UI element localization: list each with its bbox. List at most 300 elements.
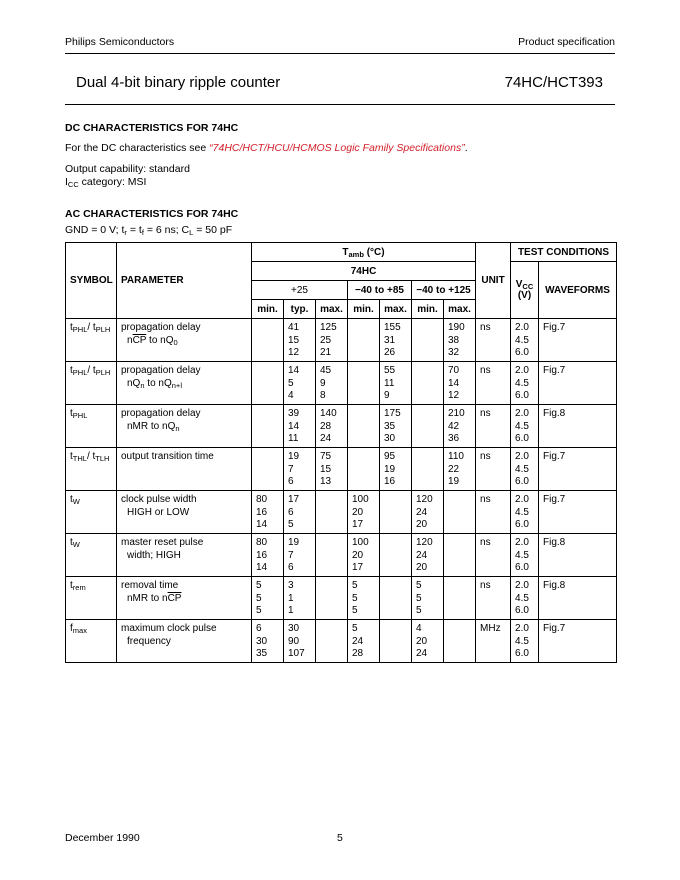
- parameter-text: frequency: [127, 635, 171, 647]
- range-125-header: −40 to +125: [412, 281, 476, 300]
- typ25-cell: [284, 319, 316, 362]
- parameter-text: width; HIGH: [127, 549, 181, 561]
- min25-value: 80: [256, 494, 268, 505]
- typ25-value: 30: [288, 623, 300, 634]
- unit-value: ns: [480, 408, 491, 419]
- typ25-value: 5: [288, 377, 294, 389]
- min125-value: 20: [416, 635, 428, 647]
- symbol-second-subscript: TLH: [95, 454, 110, 463]
- max85-cell: [380, 448, 412, 491]
- max25-cell: [316, 405, 348, 448]
- parameter-line-2: [121, 421, 180, 434]
- max85-value: 55: [384, 365, 396, 376]
- parameter-line-1: propagation delay: [121, 322, 201, 333]
- output-capability: Output capability: standard: [65, 163, 190, 175]
- min125-cell: [412, 448, 444, 491]
- min125-value: 120: [416, 537, 433, 548]
- vcc-cell: [511, 620, 539, 663]
- min125-value: 5: [416, 580, 422, 591]
- parameter-text-b: to nQ: [144, 377, 172, 389]
- max85-value: 26: [384, 347, 396, 359]
- ac-heading: AC CHARACTERISTICS FOR 74HC: [65, 208, 239, 220]
- min125-cell: [412, 319, 444, 362]
- vcc-value: 2.0: [515, 365, 529, 376]
- min25-cell: [252, 620, 284, 663]
- vcc-value: 2.0: [515, 494, 529, 505]
- vcc-value: 6.0: [515, 433, 529, 445]
- min85-value: 17: [352, 562, 364, 574]
- part-number: 74HC/HCT393: [504, 74, 603, 91]
- typ25-value: 39: [288, 408, 300, 419]
- max25-value: 125: [320, 322, 337, 333]
- cond-text-3: = 6 ns; C: [143, 224, 190, 236]
- symbol-main: t: [70, 494, 73, 505]
- max125-value: 12: [448, 390, 460, 402]
- unit-cell: [476, 620, 511, 663]
- table-body: [66, 319, 617, 663]
- parameter-line-1: propagation delay: [121, 408, 201, 419]
- max125-value: 14: [448, 377, 460, 389]
- min125-value: 20: [416, 562, 428, 574]
- icc-category-text: category: MSI: [78, 176, 147, 188]
- min25-value: 35: [256, 648, 268, 660]
- unit-cell: [476, 405, 511, 448]
- symbol-cell: [66, 448, 117, 491]
- parameter-line-1: propagation delay: [121, 365, 201, 376]
- document-type: Product specification: [518, 36, 615, 48]
- min85-value: 17: [352, 519, 364, 531]
- max25-value: 9: [320, 377, 326, 389]
- parameter-subscript: n: [175, 423, 180, 433]
- typ25-value: 14: [288, 365, 300, 376]
- max125-value: 32: [448, 347, 460, 359]
- max25-cell: [316, 577, 348, 620]
- vcc-value: 2.0: [515, 322, 529, 333]
- max-25-header: max.: [316, 300, 348, 319]
- typ25-value: 7: [288, 463, 294, 475]
- symbol-subscript: PHL: [72, 411, 88, 420]
- vcc-cell: [511, 319, 539, 362]
- range-85-header: −40 to +85: [348, 281, 412, 300]
- family-header: 74HC: [252, 262, 476, 281]
- cond-sub-2: f: [141, 228, 144, 237]
- max85-value: 9: [384, 390, 390, 402]
- max85-value: 19: [384, 463, 396, 475]
- dc-heading: DC CHARACTERISTICS FOR 74HC: [65, 122, 239, 134]
- max85-value: 11: [384, 377, 395, 389]
- parameter-cell: [117, 448, 252, 491]
- min125-value: 24: [416, 506, 428, 518]
- wave-value: Fig.7: [543, 494, 566, 505]
- max25-cell: [316, 620, 348, 663]
- symbol-cell: [66, 362, 117, 405]
- min85-value: 5: [352, 623, 358, 634]
- symbol-subscript: W: [72, 497, 80, 506]
- max85-cell: [380, 405, 412, 448]
- min85-cell: [348, 362, 380, 405]
- parameter-subscript: n+l: [171, 380, 182, 390]
- symbol-subscript: max: [72, 626, 87, 635]
- max25-cell: [316, 319, 348, 362]
- unit-value: ns: [480, 580, 491, 591]
- min25-value: 30: [256, 635, 268, 647]
- min125-cell: [412, 620, 444, 663]
- vcc-cell: [511, 577, 539, 620]
- typ25-cell: [284, 362, 316, 405]
- typ25-value: 6: [288, 506, 294, 518]
- typ25-value: 12: [288, 347, 300, 359]
- max125-cell: [444, 577, 476, 620]
- wave-cell: [539, 620, 617, 663]
- typ25-value: 41: [288, 322, 300, 333]
- max125-cell: [444, 534, 476, 577]
- symbol-second: / t: [87, 365, 96, 376]
- vcc-value: 6.0: [515, 648, 529, 660]
- wave-value: Fig.7: [543, 451, 566, 462]
- wave-value: Fig.8: [543, 580, 566, 591]
- icc-symbol: I: [65, 176, 68, 188]
- min125-cell: [412, 491, 444, 534]
- dc-reference: [65, 142, 468, 155]
- vcc-value: 2.0: [515, 580, 529, 591]
- min85-cell: [348, 405, 380, 448]
- min85-value: 24: [352, 635, 364, 647]
- unit-header: UNIT: [476, 243, 511, 319]
- min85-value: 100: [352, 494, 369, 505]
- parameter-line-2: [121, 636, 171, 649]
- typ25-value: 15: [288, 334, 300, 346]
- typ-25-header: typ.: [284, 300, 316, 319]
- symbol-subscript: rem: [72, 583, 86, 592]
- vcc-value: 2.0: [515, 537, 529, 548]
- max125-value: 38: [448, 334, 460, 346]
- table-row: [66, 577, 617, 620]
- typ25-value: 17: [288, 494, 300, 505]
- vcc-value: 2.0: [515, 451, 529, 462]
- header-rule: [65, 53, 615, 54]
- table-row: [66, 620, 617, 663]
- unit-cell: [476, 448, 511, 491]
- parameter-line-1: master reset pulse: [121, 537, 204, 548]
- max25-value: 15: [320, 463, 332, 475]
- dc-reference-suffix: .: [464, 142, 468, 154]
- min25-cell: [252, 491, 284, 534]
- table-row: [66, 362, 617, 405]
- table-row: [66, 448, 617, 491]
- vcc-value: 4.5: [515, 463, 529, 475]
- cond-text-2: = t: [126, 224, 142, 236]
- company-name: Philips Semiconductors: [65, 36, 175, 48]
- typ25-value: 7: [288, 549, 294, 561]
- min85-cell: [348, 577, 380, 620]
- max25-value: 24: [320, 433, 332, 445]
- symbol-subscript: W: [72, 540, 80, 549]
- wave-value: Fig.7: [543, 623, 566, 634]
- max-125-header: max.: [444, 300, 476, 319]
- symbol-main: t: [70, 322, 73, 333]
- parameter-cell: [117, 620, 252, 663]
- typ25-value: 107: [288, 648, 305, 660]
- table-row: [66, 491, 617, 534]
- vcc-cell: [511, 534, 539, 577]
- tamb-header: [252, 243, 476, 262]
- min85-cell: [348, 620, 380, 663]
- test-conditions-header: TEST CONDITIONS: [511, 243, 617, 262]
- max25-cell: [316, 362, 348, 405]
- max125-cell: [444, 620, 476, 663]
- ac-characteristics-table: [65, 242, 617, 663]
- parameter-overline: $\overline{CP}$: [167, 592, 182, 604]
- typ25-value: 6: [288, 476, 294, 488]
- parameter-line-1: maximum clock pulse: [121, 623, 217, 634]
- wave-cell: [539, 534, 617, 577]
- max125-cell: [444, 319, 476, 362]
- parameter-line-2: [121, 335, 178, 348]
- cond-text-1: GND = 0 V; t: [65, 224, 125, 236]
- symbol-cell: [66, 491, 117, 534]
- symbol-cell: [66, 620, 117, 663]
- symbol-cell: [66, 577, 117, 620]
- unit-cell: [476, 534, 511, 577]
- min25-value: 5: [256, 580, 262, 591]
- max25-value: 45: [320, 365, 332, 376]
- parameter-line-2: [121, 550, 181, 563]
- min25-cell: [252, 405, 284, 448]
- max85-value: 35: [384, 420, 396, 432]
- min85-cell: [348, 319, 380, 362]
- parameter-text: nQ: [127, 377, 141, 389]
- min85-value: 20: [352, 506, 364, 518]
- max25-cell: [316, 534, 348, 577]
- unit-cell: [476, 362, 511, 405]
- max125-value: 210: [448, 408, 465, 419]
- unit-value: ns: [480, 494, 491, 505]
- vcc-value: 4.5: [515, 420, 529, 432]
- table-row: [66, 534, 617, 577]
- max25-value: 28: [320, 420, 332, 432]
- typ25-value: 90: [288, 635, 300, 647]
- parameter-cell: [117, 491, 252, 534]
- max125-value: 110: [448, 451, 464, 462]
- page-number: 5: [337, 832, 343, 844]
- dc-reference-prefix: For the DC characteristics see: [65, 142, 210, 154]
- typ25-value: 19: [288, 537, 300, 548]
- wave-cell: [539, 491, 617, 534]
- symbol-subscript: THL: [72, 454, 87, 463]
- max25-value: 25: [320, 334, 332, 346]
- min25-value: 80: [256, 537, 268, 548]
- typ25-value: 14: [288, 420, 300, 432]
- max85-value: 155: [384, 322, 401, 333]
- vcc-cell: [511, 491, 539, 534]
- spec-reference-link[interactable]: “74HC/HCT/HCU/HCMOS Logic Family Specifications”: [209, 142, 465, 154]
- symbol-subscript: PHL: [72, 325, 88, 334]
- parameter-text: n: [127, 334, 133, 346]
- unit-cell: [476, 577, 511, 620]
- parameter-text: HIGH or LOW: [127, 506, 190, 518]
- max-85-header: max.: [380, 300, 412, 319]
- parameter-line-2: [121, 378, 182, 391]
- min125-value: 24: [416, 549, 428, 561]
- min85-cell: [348, 491, 380, 534]
- parameter-line-2: [121, 507, 189, 520]
- min25-value: 5: [256, 605, 262, 617]
- typ25-value: 19: [288, 451, 300, 462]
- max125-value: 22: [448, 463, 460, 475]
- vcc-value: 6.0: [515, 519, 529, 531]
- vcc-value: 4.5: [515, 334, 529, 346]
- unit-value: MHz: [480, 623, 501, 634]
- max85-cell: [380, 362, 412, 405]
- vcc-value: 2.0: [515, 623, 529, 634]
- max85-value: 31: [384, 334, 396, 346]
- symbol-cell: [66, 319, 117, 362]
- table-row: [66, 405, 617, 448]
- waveforms-header: WAVEFORMS: [539, 262, 617, 319]
- parameter-subscript: 0: [173, 337, 178, 347]
- parameter-line-1: clock pulse width: [121, 494, 197, 505]
- icc-category: [65, 176, 146, 189]
- vcc-value: 4.5: [515, 506, 529, 518]
- vcc-value: 4.5: [515, 377, 529, 389]
- min85-value: 5: [352, 592, 358, 604]
- document-title: Dual 4-bit binary ripple counter: [76, 74, 281, 91]
- symbol-main: t: [70, 365, 73, 376]
- symbol-main: t: [70, 580, 73, 591]
- max85-value: 16: [384, 476, 396, 488]
- max125-cell: [444, 448, 476, 491]
- parameter-line-2: [121, 593, 181, 606]
- max25-value: 21: [320, 347, 332, 359]
- symbol-header: SYMBOL: [66, 243, 117, 319]
- min85-value: 5: [352, 605, 358, 617]
- vcc-value: 6.0: [515, 347, 529, 359]
- tamb-subscript: amb: [348, 249, 364, 259]
- symbol-second-subscript: PLH: [95, 325, 111, 334]
- parameter-cell: [117, 362, 252, 405]
- parameter-text: nMR to n: [127, 592, 168, 604]
- wave-value: Fig.8: [543, 408, 566, 419]
- min125-cell: [412, 405, 444, 448]
- vcc-cell: [511, 448, 539, 491]
- min25-value: 5: [256, 592, 262, 604]
- min25-value: 16: [256, 549, 268, 561]
- parameter-text: nMR to nQ: [127, 420, 176, 432]
- vcc-unit: (V): [517, 290, 532, 301]
- min85-value: 5: [352, 580, 358, 591]
- max125-cell: [444, 405, 476, 448]
- vcc-subscript: CC: [522, 282, 534, 291]
- unit-cell: [476, 319, 511, 362]
- min125-cell: [412, 534, 444, 577]
- footer-date: December 1990: [65, 832, 140, 844]
- min85-value: 28: [352, 648, 364, 660]
- min125-value: 120: [416, 494, 433, 505]
- max125-value: 19: [448, 476, 460, 488]
- cond-sub-3: L: [189, 228, 194, 237]
- max85-value: 175: [384, 408, 401, 419]
- parameter-text-b: to nQ: [146, 334, 174, 346]
- min85-value: 100: [352, 537, 369, 548]
- max25-cell: [316, 491, 348, 534]
- typ25-cell: [284, 620, 316, 663]
- vcc-value: 4.5: [515, 549, 529, 561]
- max25-value: 140: [320, 408, 337, 419]
- max125-value: 36: [448, 433, 460, 445]
- max125-cell: [444, 362, 476, 405]
- vcc-cell: [511, 362, 539, 405]
- min125-value: 20: [416, 519, 428, 531]
- min125-value: 24: [416, 648, 428, 660]
- min-85-header: min.: [348, 300, 380, 319]
- typ25-value: 3: [288, 580, 294, 591]
- min25-value: 14: [256, 562, 268, 574]
- wave-value: Fig.8: [543, 537, 566, 548]
- parameter-header: PARAMETER: [117, 243, 252, 319]
- symbol-second: / t: [86, 451, 96, 462]
- symbol-cell: [66, 534, 117, 577]
- symbol-main: f: [70, 623, 73, 634]
- unit-value: ns: [480, 451, 491, 462]
- vcc-value: 4.5: [515, 592, 529, 604]
- typ25-cell: [284, 448, 316, 491]
- max25-value: 13: [320, 476, 332, 488]
- max125-cell: [444, 491, 476, 534]
- typ25-cell: [284, 405, 316, 448]
- min-25-header: min.: [252, 300, 284, 319]
- min125-value: 4: [416, 623, 422, 634]
- min25-cell: [252, 534, 284, 577]
- wave-value: Fig.7: [543, 365, 566, 376]
- symbol-second: / t: [87, 322, 96, 333]
- max25-value: 75: [320, 451, 332, 462]
- typ25-cell: [284, 534, 316, 577]
- unit-value: ns: [480, 365, 491, 376]
- typ25-cell: [284, 577, 316, 620]
- min125-value: 5: [416, 605, 422, 617]
- cond-text-4: = 50 pF: [193, 224, 233, 236]
- parameter-line-1: removal time: [121, 580, 179, 591]
- vcc-value: 2.0: [515, 408, 529, 419]
- typ25-value: 1: [288, 592, 294, 604]
- wave-cell: [539, 448, 617, 491]
- max85-cell: [380, 534, 412, 577]
- unit-value: ns: [480, 537, 491, 548]
- min85-value: 20: [352, 549, 364, 561]
- symbol-cell: [66, 405, 117, 448]
- tamb-symbol: T: [342, 246, 349, 258]
- max85-cell: [380, 620, 412, 663]
- min25-value: 6: [256, 623, 262, 634]
- min125-cell: [412, 577, 444, 620]
- symbol-main: t: [70, 537, 73, 548]
- ac-conditions: [65, 224, 232, 237]
- tamb-unit: (°C): [363, 246, 385, 258]
- wave-cell: [539, 405, 617, 448]
- min25-value: 14: [256, 519, 268, 531]
- cond-sub-1: r: [124, 228, 127, 237]
- min25-cell: [252, 448, 284, 491]
- min125-value: 5: [416, 592, 422, 604]
- title-rule: [65, 104, 615, 105]
- max85-cell: [380, 491, 412, 534]
- vcc-value: 6.0: [515, 605, 529, 617]
- symbol-main: t: [70, 451, 73, 462]
- vcc-value: 6.0: [515, 562, 529, 574]
- unit-value: ns: [480, 322, 491, 333]
- symbol-main: t: [70, 408, 73, 419]
- max85-value: 95: [384, 451, 396, 462]
